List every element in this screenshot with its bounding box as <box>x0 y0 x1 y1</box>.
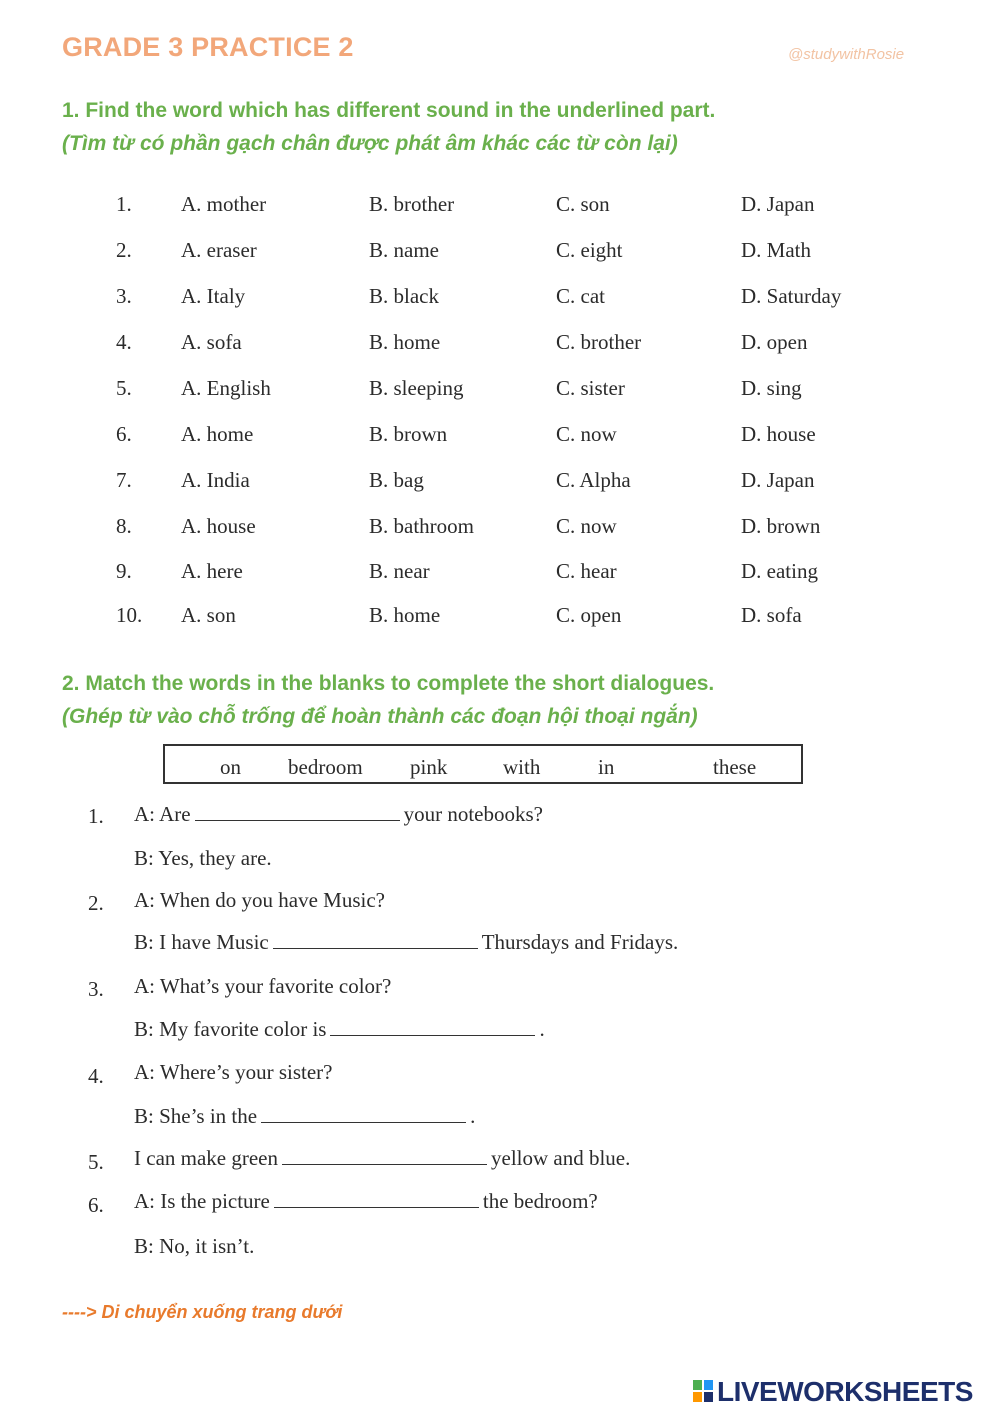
dialogue-text: B: She’s in the <box>134 1104 258 1128</box>
question-row <box>0 422 1000 452</box>
question-row <box>0 559 1000 589</box>
option-b: B. home <box>369 603 441 627</box>
question-number: 1. <box>116 192 132 216</box>
word-bank-item: on <box>220 755 241 779</box>
credit: @studywithRosie <box>788 46 905 63</box>
option-b: B. brown <box>369 422 448 446</box>
dialogue-text: B: My favorite color is <box>134 1017 327 1041</box>
dialogue-line-a: A: What’s your favorite color? <box>134 974 392 998</box>
option-a: A. mother <box>181 192 267 216</box>
option-d: D. Math <box>741 238 811 262</box>
page-title: GRADE 3 PRACTICE 2 <box>62 32 354 62</box>
dialogue-line-b <box>134 1104 475 1129</box>
option-b: B. sleeping <box>369 376 464 400</box>
option-c: C. sister <box>556 376 625 400</box>
dialogue-number: 2. <box>88 891 104 915</box>
option-d: D. sing <box>741 376 802 400</box>
question-number: 3. <box>116 284 132 308</box>
answer-blank[interactable] <box>195 802 400 821</box>
option-a: A. home <box>181 422 254 446</box>
dialogue-line-a <box>134 1189 598 1214</box>
option-c: C. eight <box>556 238 623 262</box>
question-number: 9. <box>116 559 132 583</box>
option-a: A. Italy <box>181 284 246 308</box>
option-b: B. brother <box>369 192 455 216</box>
dialogue-text: the bedroom? <box>482 1189 598 1213</box>
liveworksheets-logo-icon <box>693 1380 713 1402</box>
option-b: B. home <box>369 330 441 354</box>
dialogue-number: 5. <box>88 1150 104 1174</box>
option-a: A. house <box>181 514 256 538</box>
option-b: B. name <box>369 238 439 262</box>
question-number: 4. <box>116 330 132 354</box>
dialogue-number: 4. <box>88 1064 104 1088</box>
option-d: D. Japan <box>741 192 815 216</box>
option-c: C. son <box>556 192 610 216</box>
dialogue-line-a: A: Where’s your sister? <box>134 1060 333 1084</box>
section2-heading: 2. Match the words in the blanks to complete the short dialogues. <box>62 672 715 695</box>
option-d: D. house <box>741 422 816 446</box>
option-a: A. here <box>181 559 243 583</box>
question-number: 6. <box>116 422 132 446</box>
question-number: 5. <box>116 376 132 400</box>
answer-blank[interactable] <box>330 1017 535 1036</box>
dialogue-number: 6. <box>88 1193 104 1217</box>
option-a: A. English <box>181 376 271 400</box>
question-number: 10. <box>116 603 143 627</box>
option-a: A. son <box>181 603 236 627</box>
option-d: D. sofa <box>741 603 802 627</box>
option-b: B. near <box>369 559 430 583</box>
option-c: C. hear <box>556 559 617 583</box>
dialogue-text: your notebooks? <box>403 802 543 826</box>
option-d: D. brown <box>741 514 821 538</box>
option-a: A. eraser <box>181 238 257 262</box>
dialogue-text: . <box>539 1017 545 1041</box>
logo-text: LIVEWORKSHEETS <box>717 1376 973 1407</box>
word-bank <box>163 744 803 784</box>
section1-subheading: (Tìm từ có phần gạch chân được phát âm khác các từ còn lại) <box>62 132 678 155</box>
option-a: A. sofa <box>181 330 242 354</box>
question-row <box>0 330 1000 360</box>
question-number: 7. <box>116 468 132 492</box>
dialogue-number: 1. <box>88 804 104 828</box>
question-row <box>0 238 1000 268</box>
option-b: B. black <box>369 284 439 308</box>
option-c: C. now <box>556 422 617 446</box>
option-b: B. bathroom <box>369 514 474 538</box>
answer-blank[interactable] <box>273 930 478 949</box>
dialogue-line-b <box>134 1017 545 1042</box>
dialogue-text: yellow and blue. <box>491 1146 631 1170</box>
option-c: C. brother <box>556 330 642 354</box>
dialogue-text: A: Is the picture <box>134 1189 270 1213</box>
dialogue-line-a <box>134 802 543 827</box>
word-bank-item: bedroom <box>288 755 363 779</box>
option-c: C. now <box>556 514 617 538</box>
dialogue-line-b: B: Yes, they are. <box>134 846 272 870</box>
option-d: D. eating <box>741 559 818 583</box>
question-row <box>0 376 1000 406</box>
dialogue-text: A: Are <box>134 802 191 826</box>
footer-note: ----> Di chuyển xuống trang dưới <box>62 1302 343 1322</box>
dialogue-line-a: A: When do you have Music? <box>134 888 385 912</box>
section1-heading: 1. Find the word which has different sound in the underlined part. <box>62 99 716 122</box>
dialogue-text: Thursdays and Fridays. <box>481 930 679 954</box>
question-row <box>0 468 1000 498</box>
word-bank-item: these <box>713 755 757 779</box>
option-d: D. Saturday <box>741 284 842 308</box>
dialogue-text: . <box>470 1104 476 1128</box>
dialogue-line-b: B: No, it isn’t. <box>134 1234 255 1258</box>
option-d: D. open <box>741 330 808 354</box>
dialogue-line <box>134 1146 630 1171</box>
word-bank-item: in <box>598 755 615 779</box>
option-a: A. India <box>181 468 250 492</box>
option-c: C. Alpha <box>556 468 631 492</box>
question-number: 2. <box>116 238 132 262</box>
question-row <box>0 284 1000 314</box>
answer-blank[interactable] <box>261 1104 466 1123</box>
question-row <box>0 192 1000 222</box>
answer-blank[interactable] <box>274 1189 479 1208</box>
option-d: D. Japan <box>741 468 815 492</box>
question-number: 8. <box>116 514 132 538</box>
dialogue-text: B: I have Music <box>134 930 269 954</box>
word-bank-item: pink <box>410 755 448 779</box>
question-row <box>0 514 1000 544</box>
option-c: C. open <box>556 603 622 627</box>
word-bank-item: with <box>503 755 541 779</box>
dialogue-line-b <box>134 930 678 955</box>
question-row <box>0 603 1000 633</box>
option-c: C. cat <box>556 284 605 308</box>
option-b: B. bag <box>369 468 424 492</box>
dialogue-text: I can make green <box>134 1146 278 1170</box>
answer-blank[interactable] <box>282 1146 487 1165</box>
section2-subheading: (Ghép từ vào chỗ trống để hoàn thành các đoạn hội thoại ngắn) <box>62 705 698 728</box>
dialogue-number: 3. <box>88 977 104 1001</box>
